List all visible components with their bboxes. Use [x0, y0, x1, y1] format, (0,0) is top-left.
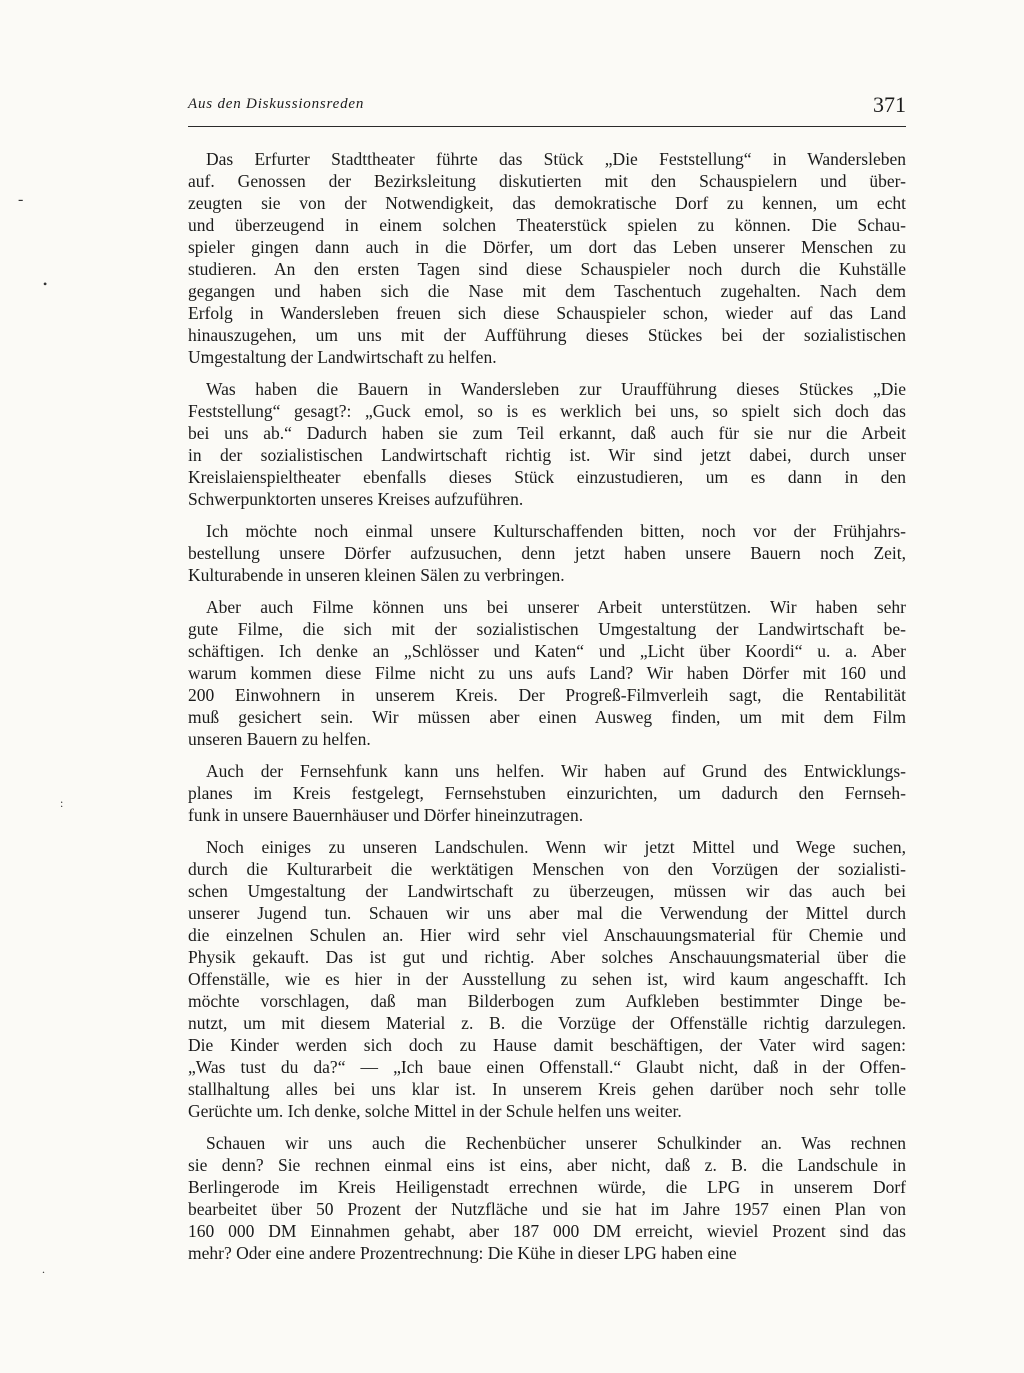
- text-line: Umgestaltung der Landwirtschaft zu helfen.: [188, 347, 497, 367]
- text-line: zeugten sie von der Notwendigkeit, das demokratische Dorf zu kennen, um echt: [188, 193, 906, 213]
- text-line: auf. Genossen der Bezirksleitung diskutierten mit den Schauspielern und über-: [188, 171, 906, 191]
- paragraph: [188, 148, 906, 368]
- text-line: Die Kinder werden sich doch zu Hause damit beschäftigen, der Vater wird sagen:: [188, 1035, 906, 1055]
- text-line: die einzelnen Schulen an. Hier wird sehr viel Anschauungsmaterial für Chemie und: [188, 925, 906, 945]
- text-line: gegangen und haben sich die Nase mit dem Taschentuch zugehalten. Nach dem: [188, 281, 906, 301]
- body-text: [188, 148, 906, 1274]
- paragraph: [188, 520, 906, 586]
- text-line: Gerüchte um. Ich denke, solche Mittel in der Schule helfen uns weiter.: [188, 1101, 682, 1121]
- text-line: Das Erfurter Stadttheater führte das Stück „Die Feststellung“ in Wandersleben: [206, 149, 906, 169]
- paragraph: [188, 1132, 906, 1264]
- margin-mark: :: [60, 796, 64, 810]
- text-line: stallhaltung alles bei uns klar ist. In unserem Kreis gehen darüber noch sehr tolle: [188, 1079, 906, 1099]
- text-line: unseren Bauern zu helfen.: [188, 729, 371, 749]
- text-line: Auch der Fernsehfunk kann uns helfen. Wir haben auf Grund des Entwicklungs-: [206, 761, 906, 781]
- text-line: hinauszugehen, um uns mit der Aufführung dieses Stückes bei der sozialistischen: [188, 325, 906, 345]
- text-line: Schwerpunktorten unseres Kreises aufzuführen.: [188, 489, 524, 509]
- paragraph: [188, 378, 906, 510]
- text-line: bei uns ab.“ Dadurch haben sie zum Teil erkannt, daß auch für sie nur die Arbeit: [188, 423, 906, 443]
- running-header: [188, 92, 906, 127]
- text-line: Was haben die Bauern in Wandersleben zur Uraufführung dieses Stückes „Die: [206, 379, 906, 399]
- paragraph: [188, 596, 906, 750]
- text-line: Berlingerode im Kreis Heiligenstadt errechnen würde, die LPG in unserem Dorf: [188, 1177, 906, 1197]
- text-line: warum kommen diese Filme nicht zu uns aufs Land? Wir haben Dörfer mit 160 und: [188, 663, 906, 683]
- text-line: Schauen wir uns auch die Rechenbücher unserer Schulkinder an. Was rechnen: [206, 1133, 906, 1153]
- text-line: Physik gekauft. Das ist gut und richtig. Aber solches Anschauungsmaterial über die: [188, 947, 906, 967]
- text-line: mehr? Oder eine andere Prozentrechnung: Die Kühe in dieser LPG haben eine: [188, 1243, 737, 1263]
- text-line: 160 000 DM Einnahmen gehabt, aber 187 000 DM erreicht, wieviel Prozent sind das: [188, 1221, 906, 1241]
- text-line: Offenställe, wie es hier in der Ausstellung zu sehen ist, wird kaum angeschafft. Ich: [188, 969, 906, 989]
- text-line: durch die Kulturarbeit die werktätigen Menschen von den Vorzügen der sozialisti-: [188, 859, 906, 879]
- paragraph: [188, 760, 906, 826]
- text-line: funk in unsere Bauernhäuser und Dörfer hineinzutragen.: [188, 805, 584, 825]
- text-line: in der sozialistischen Landwirtschaft richtig ist. Wir sind jetzt dabei, durch unser: [188, 445, 906, 465]
- text-line: möchte vorschlagen, daß man Bilderbogen zum Aufkleben bestimmter Dinge be-: [188, 991, 906, 1011]
- text-line: planes im Kreis festgelegt, Fernsehstuben einzurichten, um dadurch den Fernseh-: [188, 783, 906, 803]
- text-line: spieler gingen dann auch in die Dörfer, um dort das Leben unserer Menschen zu: [188, 237, 906, 257]
- text-line: unserer Jugend tun. Schauen wir uns aber mal die Verwendung der Mittel durch: [188, 903, 906, 923]
- text-line: Erfolg in Wandersleben freuen sich diese Schauspieler schon, wieder auf das Land: [188, 303, 906, 323]
- paragraph: [188, 836, 906, 1122]
- text-line: Kreislaienspieltheater ebenfalls dieses Stück einzustudieren, um es dann in den: [188, 467, 906, 487]
- margin-mark: -: [18, 191, 24, 208]
- text-line: Aber auch Filme können uns bei unserer Arbeit unterstützen. Wir haben sehr: [206, 597, 906, 617]
- text-line: „Was tust du da?“ — „Ich baue einen Offenstall.“ Glaubt nicht, daß in der Offen-: [188, 1057, 906, 1077]
- page-number: 371: [873, 92, 906, 117]
- text-line: studieren. An den ersten Tagen sind diese Schauspieler noch durch die Kuhställe: [188, 259, 906, 279]
- text-line: bestellung unsere Dörfer aufzusuchen, denn jetzt haben unsere Bauern noch Zeit,: [188, 543, 906, 563]
- margin-mark: •: [43, 277, 48, 291]
- text-line: sie denn? Sie rechnen einmal eins ist eins, aber nicht, daß z. B. die Landschule in: [188, 1155, 906, 1175]
- text-line: Kulturabende in unseren kleinen Sälen zu verbringen.: [188, 565, 565, 585]
- running-title: Aus den Diskussionsreden: [188, 96, 365, 112]
- text-line: muß gesichert sein. Wir müssen aber einen Ausweg finden, um mit dem Film: [188, 707, 906, 727]
- text-line: bearbeitet über 50 Prozent der Nutzfläche und sie hat im Jahre 1957 einen Plan von: [188, 1199, 906, 1219]
- text-line: schäftigen. Ich denke an „Schlösser und Katen“ und „Licht über Koordi“ u. a. Aber: [188, 641, 906, 661]
- margin-mark: .: [42, 1262, 45, 1276]
- text-line: Ich möchte noch einmal unsere Kulturschaffenden bitten, noch vor der Frühjahrs-: [206, 521, 906, 541]
- text-line: 200 Einwohnern in unserem Kreis. Der Progreß-Filmverleih sagt, die Rentabilität: [188, 685, 906, 705]
- text-line: nutzt, um mit diesem Material z. B. die Vorzüge der Offenställe richtig darzulegen.: [188, 1013, 906, 1033]
- text-line: schen Umgestaltung der Landwirtschaft zu überzeugen, müssen wir das auch bei: [188, 881, 906, 901]
- text-line: Noch einiges zu unseren Landschulen. Wenn wir jetzt Mittel und Wege suchen,: [206, 837, 906, 857]
- text-line: gute Filme, die sich mit der sozialistischen Umgestaltung der Landwirtschaft be-: [188, 619, 906, 639]
- text-line: und überzeugend in einem solchen Theaterstück spielen zu können. Die Schau-: [188, 215, 906, 235]
- text-line: Feststellung“ gesagt?: „Guck emol, so is es werklich bei uns, so spielt sich doch das: [188, 401, 906, 421]
